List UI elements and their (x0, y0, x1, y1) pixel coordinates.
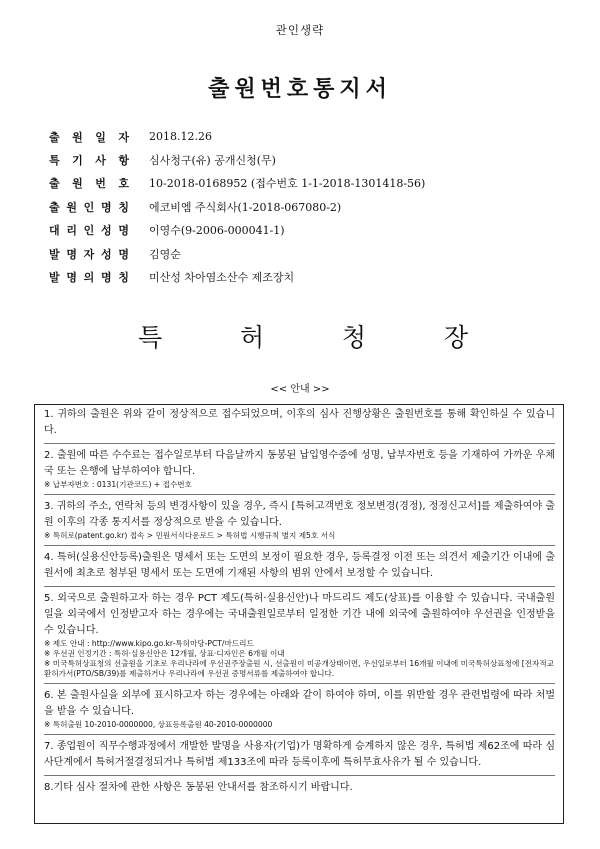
notice-divider (44, 586, 555, 679)
notice-6: 6. 본 출원사실을 외부에 표시하고자 하는 경우에는 아래와 같이 하여야 하며, 이를 위반할 경우 관련법령에 따라 처벌을 받을 수 있습니다. (44, 690, 555, 717)
notice-divider (44, 545, 555, 582)
info-row-applicant-name (49, 195, 425, 218)
notice-8: 8.기타 심사 절차에 관한 사항은 동봉된 안내서를 참조하시기 바랍니다. (44, 782, 353, 793)
guide-heading: << 안내 >> (270, 384, 330, 395)
info-label: 출 원 번 호 (49, 177, 129, 191)
info-label: 대 리 인 성 명 (49, 224, 129, 238)
notice-1: 1. 귀하의 출원은 위와 같이 정상적으로 접수되었으며, 이후의 심사 진행상황은 출원번호를 통해 확인하실 수 있습니다. (44, 409, 555, 436)
notice-5-note-system: ※ 제도 안내 : http://www.kipo.go.kr-특허마당-PCT/마드리드 (44, 639, 254, 648)
info-value: 심사청구(유) 공개신청(무) (149, 154, 276, 168)
info-row-agent-name (49, 219, 425, 242)
info-value: 에코비엠 주식회사(1-2018-067080-2) (149, 200, 342, 214)
info-value: 이영수(9-2006-000041-1) (149, 224, 285, 238)
info-row-inventor-name (49, 242, 425, 265)
notice-3-note: ※ 특허로(patent.go.kr) 접속 > 민원서식다운로드 > 특허법 시행규칙 별지 제5호 서식 (44, 531, 336, 540)
notice-5-note-priority-period: ※ 우선권 인정기간 : 특허·실용신안은 12개월, 상표·디자인은 6개월 이내 (44, 649, 285, 658)
notice-divider (44, 775, 555, 796)
info-value: 10-2018-0168952 (접수번호 1-1-2018-1301418-56) (149, 177, 426, 191)
info-label: 발 명 의 명 칭 (49, 271, 129, 285)
info-row-application-number (49, 172, 425, 195)
info-value: 미산성 차아염소산수 제조장치 (149, 271, 295, 285)
notice-2-note: ※ 납부자번호 : 0131(기관코드) + 접수번호 (44, 480, 192, 489)
notice-5: 5. 외국으로 출원하고자 하는 경우 PCT 제도(특허·실용신안)나 마드리드 제도(상표)를 이용할 수 있습니다. 국내출원일을 외국에서 인정받고자 하는 경우에는 국내출원일로부터 일정한 기간 내에 외국에 출원하여야 우선권을 인정받을 수 있습니다. (44, 593, 555, 636)
info-value: 김영순 (149, 247, 181, 261)
document-title: 출원번호통지서 (208, 77, 392, 102)
info-label: 발 명 자 성 명 (49, 247, 129, 261)
notice-divider (44, 494, 555, 541)
notice-2: 2. 출원에 따른 수수료는 접수일로부터 다음날까지 동봉된 납입영수증에 성명, 납부자번호 등을 기재하여 가까운 우체국 또는 은행에 납부하여야 합니다. (44, 450, 555, 477)
notice-divider (44, 683, 555, 730)
notice-6-note: ※ 특허출원 10-2010-0000000, 상표등록출원 40-2010-0000000 (44, 720, 273, 729)
info-label: 특 기 사 항 (49, 154, 129, 168)
notice-5-note-uspto: ※ 미국특허상표청의 선출원을 기초로 우리나라에 우선권주장출원 시, 선출원이 미공개상태이면, 우선일로부터 16개월 이내에 미국특허상표청에 [전자적교환허가서(PTO/SB/39)를 제출하거나 우리나라에 우선권 증명서류를 제출하여야 합니다. (44, 659, 554, 678)
info-label: 출 원 인 명 칭 (49, 200, 129, 214)
notice-7: 7. 종업원이 직무수행과정에서 개발한 발명을 사용자(기업)가 명확하게 승계하지 않은 경우, 특허법 제62조에 따라 심사단계에서 특허거절결정되거나 특허법 제133조에 따라 등록이후에 특허무효사유가 될 수 있습니다. (44, 741, 555, 768)
notice-box (34, 404, 564, 824)
info-row-filing-date (49, 125, 425, 148)
notice-divider (44, 734, 555, 771)
info-label: 출 원 일 자 (49, 130, 129, 144)
info-row-special-notes (49, 148, 425, 171)
application-info (49, 125, 425, 289)
issuer-commissioner: 특 허 청 장 (138, 323, 468, 352)
notice-divider (44, 443, 555, 490)
notice-3: 3. 귀하의 주소, 연락처 등의 변경사항이 있을 경우, 즉시 [특허고객번호 정보변경(경정), 정정신고서]를 제출하여야 출원 이후의 각종 통지서를 정상적으로 받을 수 있습니다. (44, 501, 555, 528)
info-value: 2018.12.26 (149, 130, 212, 144)
official-seal-omitted-label: 관인생략 (275, 23, 325, 37)
info-row-invention-title (49, 265, 425, 288)
notice-4: 4. 특허(실용신안등록)출원은 명세서 또는 도면의 보정이 필요한 경우, 등록결정 이전 또는 의견서 제출기간 이내에 출원서에 최초로 첨부된 명세서 또는 도면에 기재된 사항의 범위 안에서 보정할 수 있습니다. (44, 552, 555, 579)
